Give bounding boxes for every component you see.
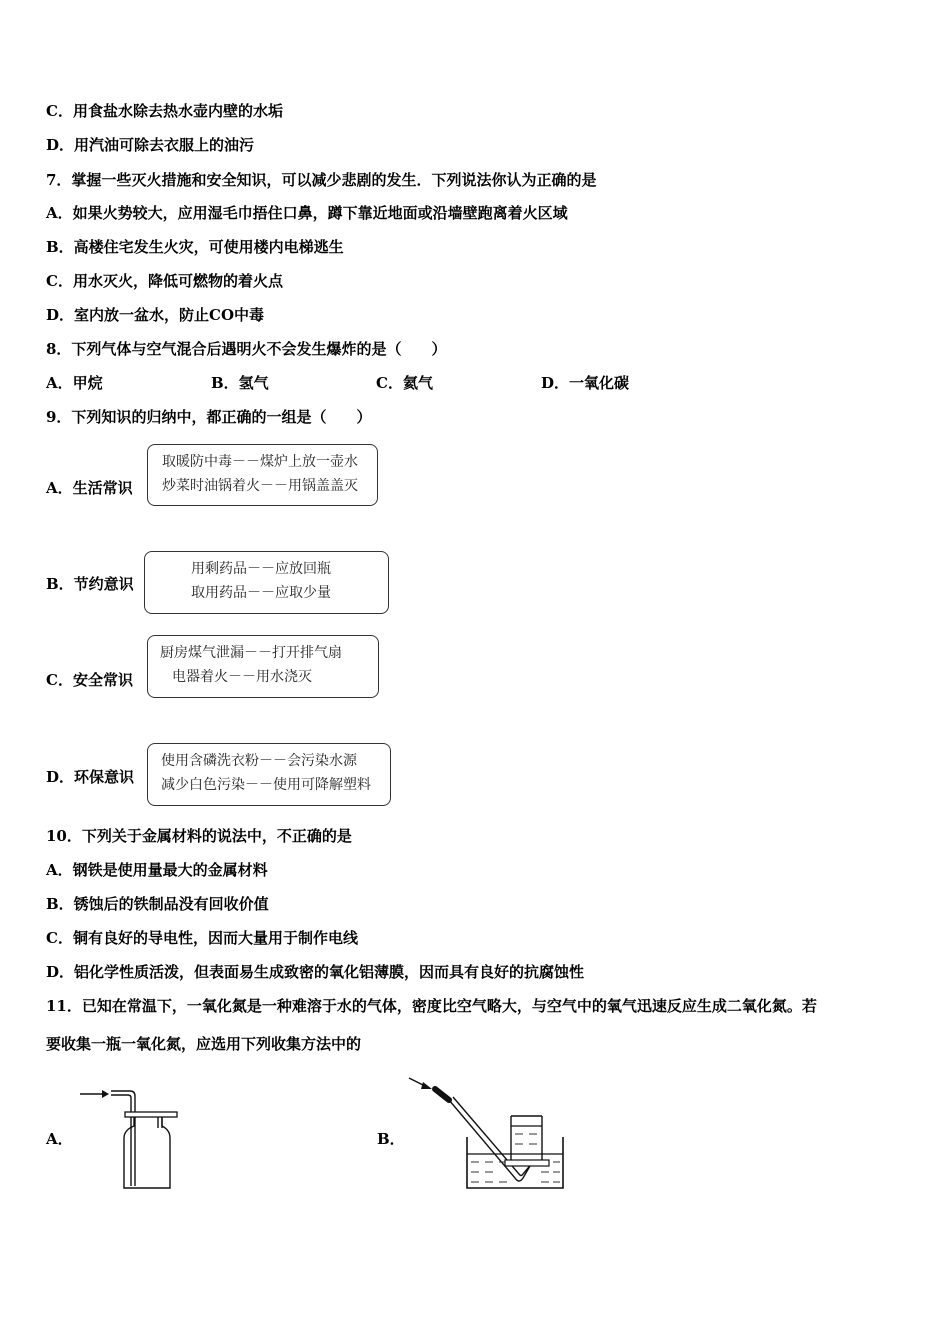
q9-option-a-line-2: 炒菜时油锅着火－－用锅盖盖灭: [162, 478, 358, 494]
q6-option-c: C．用食盐水除去热水壶内壁的水垢: [46, 102, 283, 120]
question-10: 10．下列关于金属材料的说法中，不正确的是: [46, 827, 352, 845]
q9-option-a-label: A．生活常识: [46, 479, 133, 497]
q10-option-a: A．钢铁是使用量最大的金属材料: [46, 861, 268, 879]
q7-option-d: D．室内放一盆水，防止CO中毒: [46, 306, 265, 324]
q9-option-d-box: [147, 743, 391, 806]
q11-option-a-label: A．: [46, 1130, 73, 1148]
question-11-line-1: 11．已知在常温下，一氧化氮是一种难溶于水的气体，密度比空气略大，与空气中的氧气迅速反应生成二氧化氮。若: [46, 997, 817, 1015]
q7-option-a: A．如果火势较大，应用湿毛巾捂住口鼻，蹲下靠近地面或沿墙壁跑离着火区域: [46, 204, 568, 222]
q10-option-d: D．铝化学性质活泼，但表面易生成致密的氧化铝薄膜，因而具有良好的抗腐蚀性: [46, 963, 585, 981]
q9-option-d-line-1: 使用含磷洗衣粉－－会污染水源: [161, 753, 357, 769]
q10-option-c: C．铜有良好的导电性，因而大量用于制作电线: [46, 929, 358, 947]
q9-option-b-line-1: 用剩药品－－应放回瓶: [191, 561, 331, 577]
q8-option-b: B．氢气: [211, 374, 269, 392]
q9-option-a-box: [147, 444, 378, 506]
q9-option-c-line-2: 电器着火－－用水浇灭: [172, 669, 312, 685]
q9-option-a-line-1: 取暖防中毒－－煤炉上放一壶水: [162, 454, 358, 470]
q9-option-d-line-2: 减少白色污染－－使用可降解塑料: [161, 777, 371, 793]
q9-option-b-label: B．节约意识: [46, 575, 134, 593]
q7-option-b: B．高楼住宅发生火灾，可使用楼内电梯逃生: [46, 238, 344, 256]
q9-option-c-box: [147, 635, 379, 698]
q11-option-b-label: B．: [377, 1130, 405, 1148]
q9-option-b-box: [144, 551, 389, 614]
question-11-line-2: 要收集一瓶一氧化氮，应选用下列收集方法中的: [46, 1035, 362, 1053]
q8-option-d: D．一氧化碳: [541, 374, 630, 392]
q9-option-c-line-1: 厨房煤气泄漏－－打开排气扇: [160, 645, 342, 661]
q6-option-d: D．用汽油可除去衣服上的油污: [46, 136, 255, 154]
question-7: 7．掌握一些灭火措施和安全知识，可以减少悲剧的发生．下列说法你认为正确的是: [46, 171, 597, 189]
q10-option-b: B．锈蚀后的铁制品没有回收价值: [46, 895, 269, 913]
q7-option-c: C．用水灭火，降低可燃物的着火点: [46, 272, 283, 290]
q9-option-d-label: D．环保意识: [46, 768, 135, 786]
q8-option-a: A．甲烷: [46, 374, 103, 392]
q9-option-b-line-2: 取用药品－－应取少量: [191, 585, 331, 601]
q8-option-c: C．氦气: [376, 374, 433, 392]
q9-option-c-label: C．安全常识: [46, 671, 133, 689]
water-displacement-apparatus-icon: [405, 1074, 567, 1194]
question-9: 9．下列知识的归纳中，都正确的一组是（ ）: [46, 408, 372, 426]
gas-collecting-bottle-icon: [78, 1082, 182, 1194]
question-8: 8．下列气体与空气混合后遇明火不会发生爆炸的是（ ）: [46, 340, 447, 358]
